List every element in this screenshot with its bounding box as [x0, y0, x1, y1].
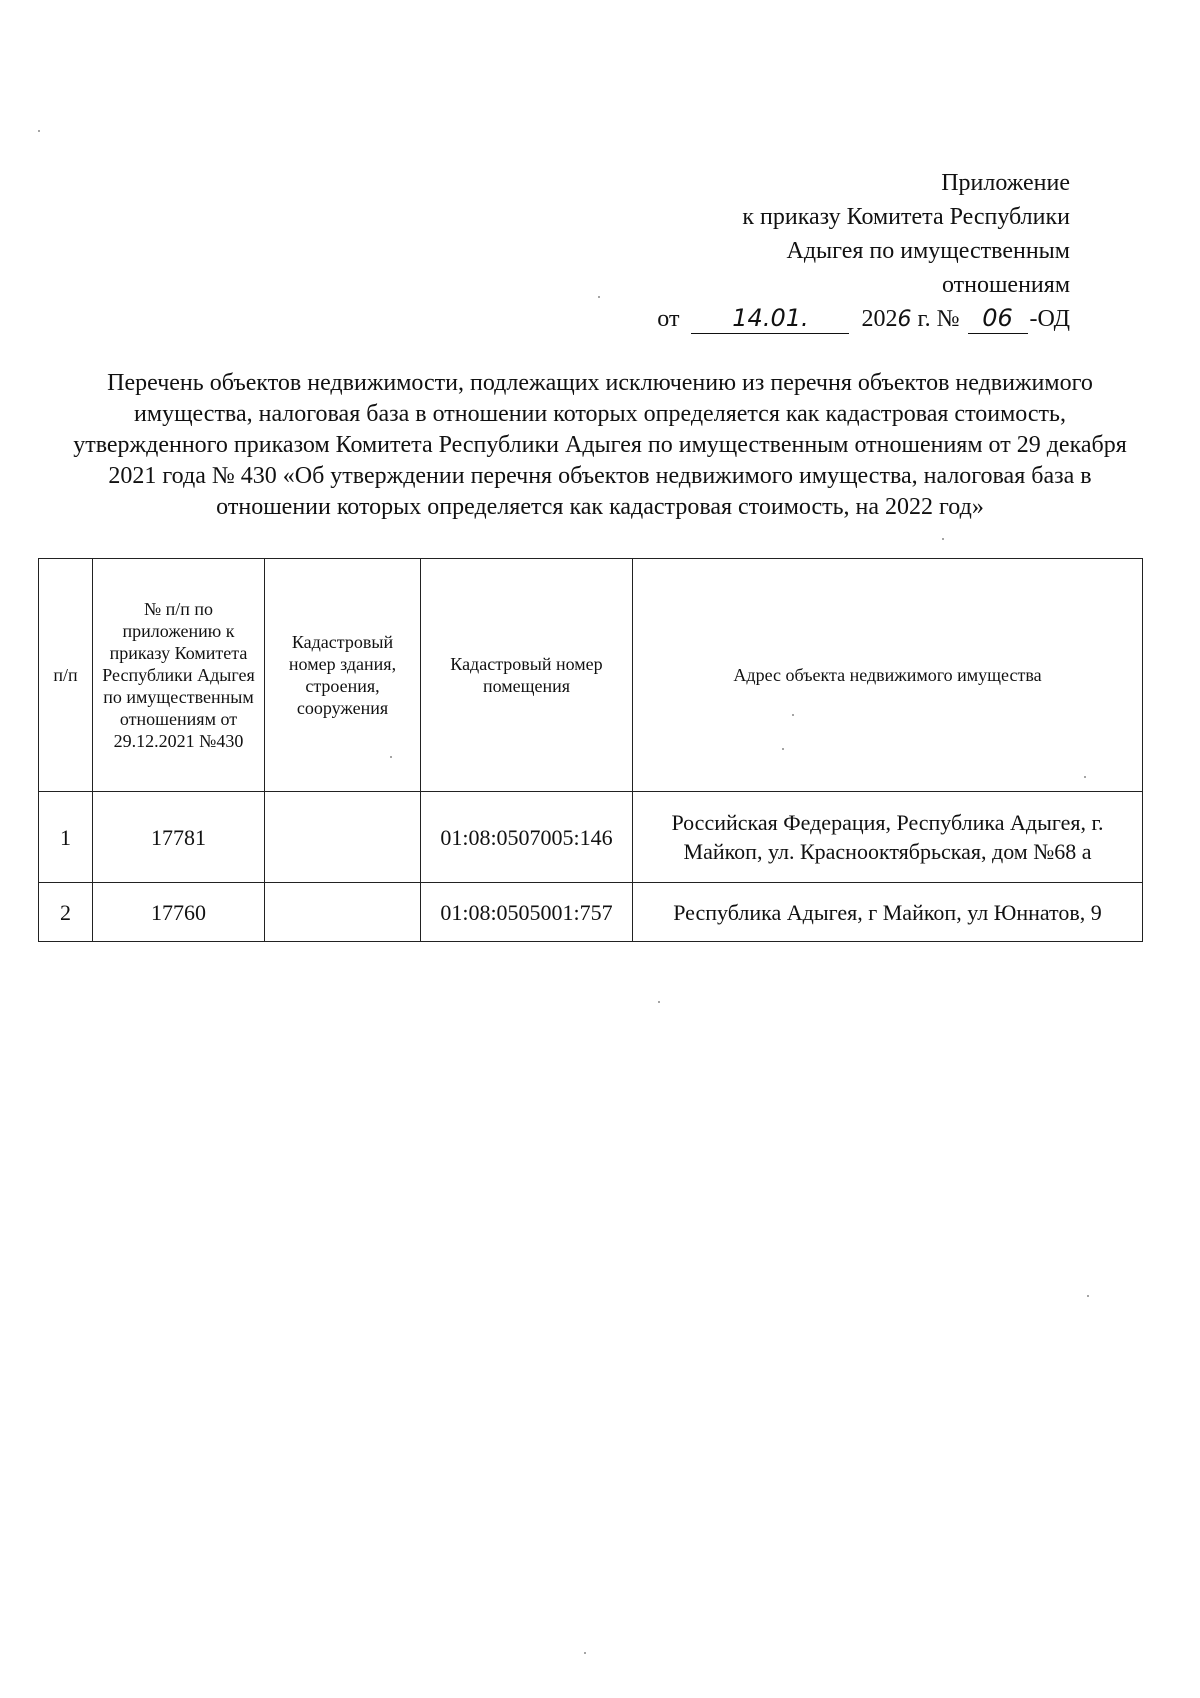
- order-number-handwritten: 06: [968, 303, 1028, 334]
- appendix-order-ref-3: отношениям: [941, 272, 1070, 298]
- header-index: п/п: [39, 559, 93, 792]
- order-number-suffix: -ОД: [1029, 306, 1070, 332]
- order-date-handwritten: 14.01.: [691, 303, 849, 334]
- cell-index: 2: [39, 883, 93, 942]
- header-address: Адрес объекта недвижимого имущества: [633, 559, 1143, 792]
- scan-speck: [584, 1652, 586, 1654]
- order-date-line: [657, 302, 1070, 337]
- cell-appendix-number: 17781: [93, 792, 265, 883]
- scan-speck: [658, 1001, 660, 1003]
- order-number-prefix: г. №: [917, 306, 960, 332]
- appendix-block: [657, 166, 1070, 337]
- scan-speck: [792, 714, 794, 716]
- scan-speck: [942, 538, 944, 540]
- document-title: Перечень объектов недвижимости, подлежащих исключению из перечня объектов недвижимого имущества, налоговая база в отношении которых определяется как кадастровая стоимость, утвержденного приказом Комитета Республики Адыгея по имущественным отношениям от 29 декабря 2021 года № 430 «Об утверждении перечня объектов недвижимого имущества, налоговая база в отношении которых определяется как кадастровая стоимость, на 2022 год»: [73, 370, 1127, 520]
- cell-room-cadastral: 01:08:0507005:146: [421, 792, 633, 883]
- scan-speck: [1084, 776, 1086, 778]
- appendix-order-ref-2: Адыгея по имущественным: [786, 238, 1070, 264]
- scan-speck: [598, 296, 600, 298]
- header-room-cadastral: Кадастровый номер помещения: [421, 559, 633, 792]
- date-prefix: от: [657, 306, 680, 332]
- scan-speck: [1087, 1295, 1089, 1297]
- cell-address: Республика Адыгея, г Майкоп, ул Юннатов, 9: [633, 883, 1143, 942]
- cell-appendix-number: 17760: [93, 883, 265, 942]
- table-row: [39, 792, 1143, 883]
- cell-index: 1: [39, 792, 93, 883]
- appendix-order-ref: к приказу Комитета Республики: [742, 204, 1070, 230]
- appendix-label: Приложение: [941, 170, 1070, 196]
- header-building-cadastral: Кадастровый номер здания, строения, сооружения: [265, 559, 421, 792]
- cell-building-cadastral: [265, 883, 421, 942]
- table-row: [39, 883, 1143, 942]
- table-header-row: [39, 559, 1143, 792]
- cell-address: Российская Федерация, Республика Адыгея, г. Майкоп, ул. Краснооктябрьская, дом №68 а: [633, 792, 1143, 883]
- order-year-handwritten: 6: [897, 307, 912, 332]
- scan-speck: [38, 130, 40, 132]
- objects-table: [38, 558, 1143, 942]
- scan-speck: [390, 756, 392, 758]
- order-year: 202: [861, 306, 898, 332]
- scan-speck: [782, 748, 784, 750]
- cell-building-cadastral: [265, 792, 421, 883]
- cell-room-cadastral: 01:08:0505001:757: [421, 883, 633, 942]
- header-appendix-number: № п/п по приложению к приказу Комитета Республики Адыгея по имущественным отношениям от 29.12.2021 №430: [93, 559, 265, 792]
